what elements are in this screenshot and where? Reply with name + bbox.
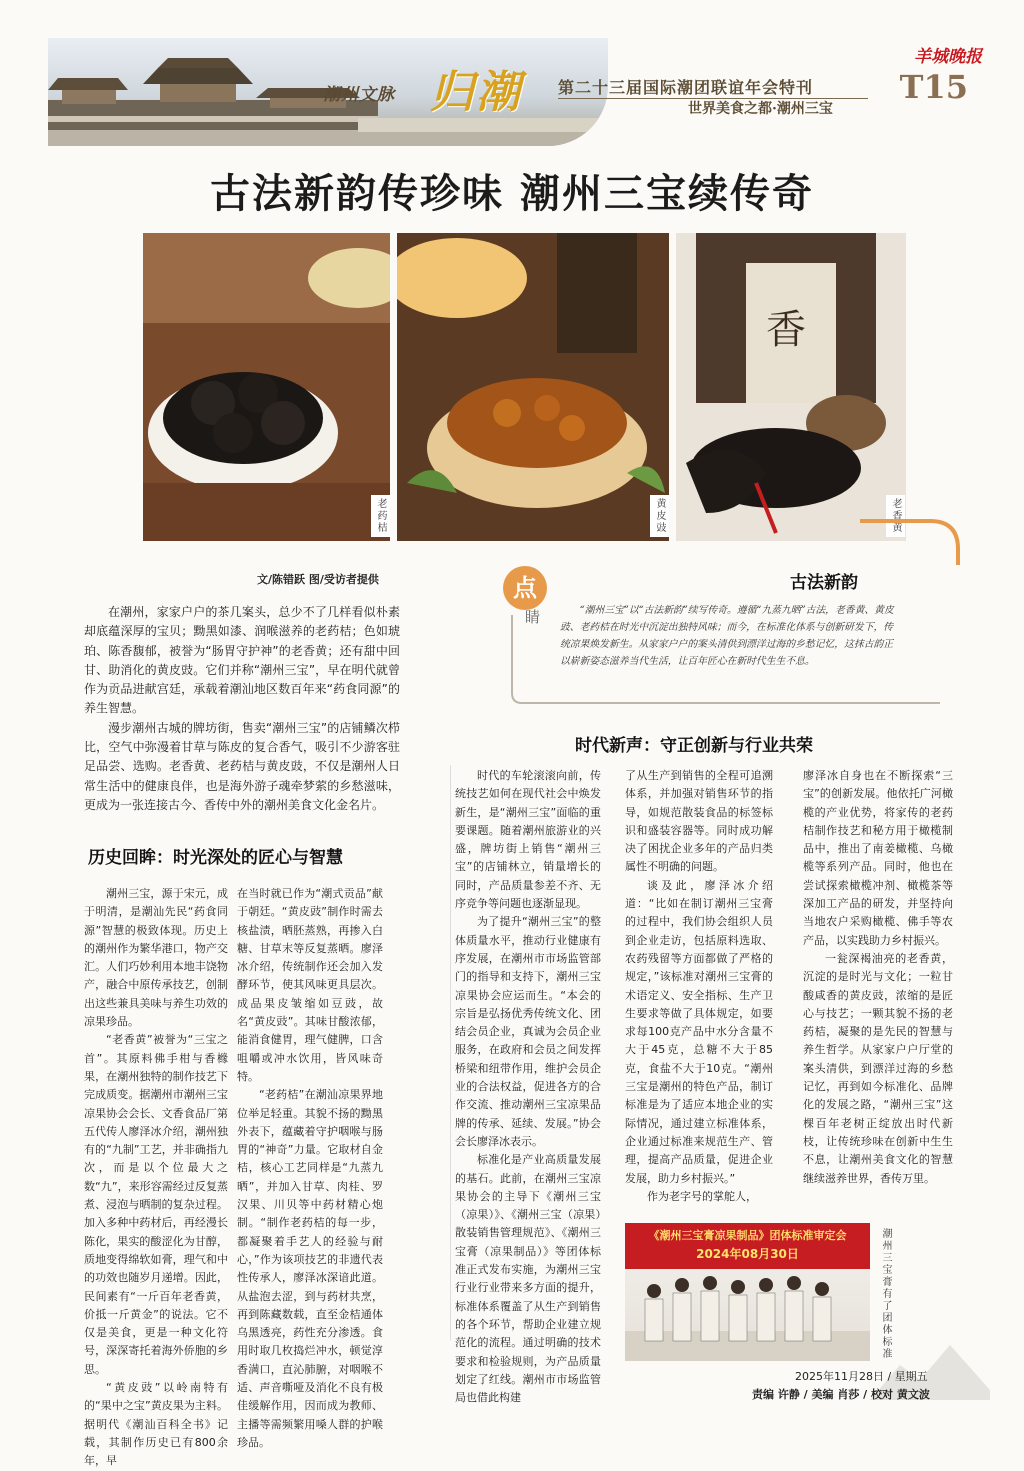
intro-paragraph: 漫步潮州古城的牌坊街，售卖“潮州三宝”的店铺鳞次栉比，空气中弥漫着甘草与陈皮的复合香气，吸引不少游客驻足品尝、选购。老香黄、老药桔与黄皮豉，不仅是潮州人日常生活中的健康良伴，也是海外游子魂牵梦萦的乡愁滋味，更成为一张连接古今、香传中外的潮州美食文化金名片。 <box>84 720 400 812</box>
section-title-innovation: 时代新声：守正创新与行业共荣 <box>575 736 813 756</box>
body-paragraph: “老药桔”在潮汕凉果界地位举足轻重。其貌不扬的黝黑外表下，蕴藏着守护咽喉与肠胃的“神奇”力量。它取材自金桔，核心工艺同样是“九蒸九晒”，并加入甘草、肉桂、罗汉果、川贝等中药材精心炮制。“制作老药桔的每一步，都凝聚着手艺人的经验与耐心，”作为该项技艺的非遗代表性传承人，廖泽冰深谙此道。从盐泡去涩，到与药材共烹，再到陈藏数载，直至金桔通体乌黑透亮，药性充分渗透。食用时取几枚捣烂冲水，顿觉淳香满口，直沁肺腑，对咽喉不适、声音嘶哑及消化不良有极佳缓解作用，因而成为教师、主播等需频繁用嗓人群的护喉珍品。 <box>237 1088 383 1449</box>
sidebar-title: 古法新韵 <box>790 573 858 593</box>
body-paragraph: 时代的车轮滚滚向前，传统技艺如何在现代社会中焕发新生，是“潮州三宝”面临的重要课题。随着潮州旅游业的兴盛，牌坊街上销售“潮州三宝”的店铺林立，销量增长的同时，产品质量参差不齐、无序竞争等问题也逐渐显现。 <box>455 769 601 911</box>
photo-caption: 黄皮豉 <box>650 495 669 537</box>
masthead-series: 潮州文脉 <box>323 85 395 105</box>
jing-label: 睛 <box>525 608 541 626</box>
group-photo <box>625 1223 870 1361</box>
dian-badge: 点 <box>503 566 547 610</box>
photo-lao-xiang-huang <box>676 233 906 541</box>
innovation-column-3 <box>803 767 953 1188</box>
page-number: T15 <box>899 68 968 106</box>
masthead-logo: 归潮 <box>430 67 522 118</box>
masthead-special-edition: 第二十三届国际潮团联谊年会特刊 <box>558 78 814 97</box>
body-paragraph: “黄皮豉”以岭南特有的“果中之宝”黄皮果为主料。据明代《潮汕百科全书》记载，其制作历史已有800余年，早 <box>84 1381 228 1468</box>
editor-credits: 责编 许静 / 美编 肖莎 / 校对 黄文波 <box>752 1388 930 1401</box>
publication-date: 2025年11月28日 / 星期五 <box>795 1370 928 1383</box>
photo-lao-yao-ju <box>143 233 390 541</box>
history-column-2 <box>237 885 383 1452</box>
lao-xiang-huang-image <box>676 233 906 541</box>
banner-title: 《潮州三宝膏凉果制品》团体标准审定会 <box>648 1229 847 1242</box>
byline: 文/陈错跃 图/受访者提供 <box>257 573 379 586</box>
masthead-subtitle: 世界美食之都·潮州三宝 <box>688 101 833 117</box>
sidebar-text: “潮州三宝”以“古法新韵”续写传奇。遵循“九蒸九晒”古法，老香黄、黄皮豉、老药桔在时光中沉淀出独特风味；而今，在标准化体系与创新研发下，传统凉果焕发新生。从家家户户的案头清供到漂洋过海的乡愁记忆，这抹古韵正以崭新姿态滋养当代生活，让百年匠心在新时代生生不息。 <box>560 605 894 667</box>
body-paragraph: 潮州三宝，源于宋元，成于明清，是潮汕先民“药食同源”智慧的极致体现。历史上的潮州作为繁华港口，物产交汇。人们巧妙利用本地丰饶物产，融合中原传承技艺，创制出这些兼具美味与养生功效的凉果珍品。 <box>84 887 228 1029</box>
newspaper-logo: 羊城晚报 <box>914 47 982 67</box>
body-paragraph: 作为老字号的掌舵人， <box>647 1189 757 1203</box>
photo-caption: 老香黄 <box>886 495 905 537</box>
group-photo-caption: 潮州三宝膏有了团体标准 <box>880 1228 891 1360</box>
history-column-1 <box>84 885 228 1471</box>
masthead <box>48 38 978 148</box>
huang-pi-chi-image <box>397 233 669 541</box>
body-paragraph: 在当时就已作为“潮式贡品”献于朝廷。“黄皮豉”制作时需去核盐渍，晒胚蒸熟，再掺入白糖、甘草末等反复蒸晒。廖泽冰介绍，传统制作还会加入发酵环节，使其风味更具层次。成品果皮皱缩如豆豉，故名“黄皮豉”。其味甘酸浓郁，能消食健胃，理气健脾，口含咀嚼或冲水饮用，皆风味奇特。 <box>237 887 383 1083</box>
body-paragraph: “老香黄”被誉为“三宝之首”。其原料佛手柑与香橼果，在潮州独特的制作技艺下完成质变。据潮州市潮州三宝凉果协会会长、文香食品厂第五代传人廖泽冰介绍，潮州独有的“九制”工艺，并非确指九次，而是以个位最大之数“九”，来形容需经过反复蒸煮、浸泡与晒制的复杂过程。加入多种中药材后，再经漫长陈化，果实的酸涩化为甘醇，质地变得绵软如膏，理气和中的功效也随岁月递增。因此，民间素有“一斤百年老香黄，价抵一斤黄金”的说法。它不仅是美食，更是一种文化符号，深深寄托着海外侨胞的乡思。 <box>84 1033 228 1376</box>
section-title-history: 历史回眸：时光深处的匠心与智慧 <box>88 848 343 868</box>
people-illustration <box>625 1269 870 1361</box>
intro-block <box>84 603 400 815</box>
body-paragraph: 一瓮深褐油亮的老香黄，沉淀的是时光与文化；一粒甘酸咸香的黄皮豉，浓缩的是匠心与技艺；一颗其貌不扬的老药桔，凝聚的是先民的智慧与养生哲学。从家家户户厅堂的案头清供，到漂洋过海的乡愁记忆，再到如今标准化、品牌化的发展之路，“潮州三宝”这棵百年老树正绽放出时代新枝，让传统珍味在创新中生生不息，让潮州美食文化的智慧继续滋养世界，香传万里。 <box>803 951 953 1185</box>
photo-caption: 老药桔 <box>371 495 390 537</box>
innovation-column-1 <box>455 767 601 1407</box>
body-paragraph: 为了提升“潮州三宝”的整体质量水平，推动行业健康有序发展，在潮州市市场监管部门的指导和支持下，潮州三宝凉果协会应运而生。“本会的宗旨是弘扬优秀传统文化、团结会员企业，真诚为会员企业服务，在政府和会员之间发挥桥梁和纽带作用，维护会员企业的合法权益，促进各方的合作交流、推动潮州三宝凉果品牌的传承、延续、发展。”协会会长廖泽冰表示。 <box>455 915 601 1148</box>
banner-date: 2024年08月30日 <box>696 1247 799 1261</box>
svg-text:香: 香 <box>766 307 806 353</box>
body-paragraph: 廖泽冰自身也在不断探索“三宝”的创新发展。他依托广河橄榄的产业优势，将家传的老药桔制作技艺和秘方用于橄榄制品中，推出了南姜橄榄、乌橄榄等系列产品。同时，他也在尝试探索橄榄冲剂、橄榄茶等深加工产品的研发，并坚持向当地农户采购橄榄、佛手等农产品，以实践助力乡村振兴。 <box>803 769 953 947</box>
body-paragraph: 了从生产到销售的全程可追溯体系，并加强对销售环节的指导，如规范散装食品的标签标识和盛装容器等。同时成功解决了困扰企业多年的产品归类属性不明确的问题。 <box>625 769 773 874</box>
column-divider <box>450 765 451 1340</box>
body-paragraph: 标准化是产业高质量发展的基石。此前，在潮州三宝凉果协会的主导下《潮州三宝（凉果）》、《潮州三宝（凉果）散装销售管理规范》、《潮州三宝膏（凉果制品）》等团体标准正式发布实施，为潮州三宝行业行业带来多方面的提升，标准体系覆盖了从生产到销售的各个环节，帮助企业建立规范化的流程。通过明确的技术要求和检验规则，为产品质量划定了红线。潮州市市场监管局也借此构建 <box>455 1153 601 1405</box>
main-headline: 古法新韵传珍味 潮州三宝续传奇 <box>210 170 814 217</box>
lao-yao-ju-image <box>143 233 390 541</box>
photo-huang-pi-chi <box>397 233 669 541</box>
intro-paragraph: 在潮州，家家户户的茶几案头，总少不了几样看似朴素却底蕴深厚的宝贝；黝黑如漆、润喉滋养的老药桔；色如琥珀、陈香馥郁，被誉为“肠胃守护神”的老香黄；还有甜中回甘、助消化的黄皮豉。它们并称“潮州三宝”，早在明代就曾作为贡品进献宫廷，承载着潮汕地区数百年来“药食同源”的养生智慧。 <box>84 605 400 716</box>
body-paragraph: 谈及此，廖泽冰介绍道：“比如在制订潮州三宝膏的过程中，我们协会组织人员到企业走访，包括原料选取、农药残留等方面都做了严格的规定，”该标准对潮州三宝膏的术语定义、安全指标、生产卫生要求等做了具体规定，如要求每100克产品中水分含量不大于45克，总糖不大于85克，食盐不大于10克。“潮州三宝是潮州的特色产品，制订标准是为了适应本地企业的实际情况，通过建立标准体系，企业通过标准来规范生产、管理，提高产品质量，促进企业发展，助力乡村振兴。” <box>625 878 773 1185</box>
innovation-column-2 <box>625 767 773 1206</box>
